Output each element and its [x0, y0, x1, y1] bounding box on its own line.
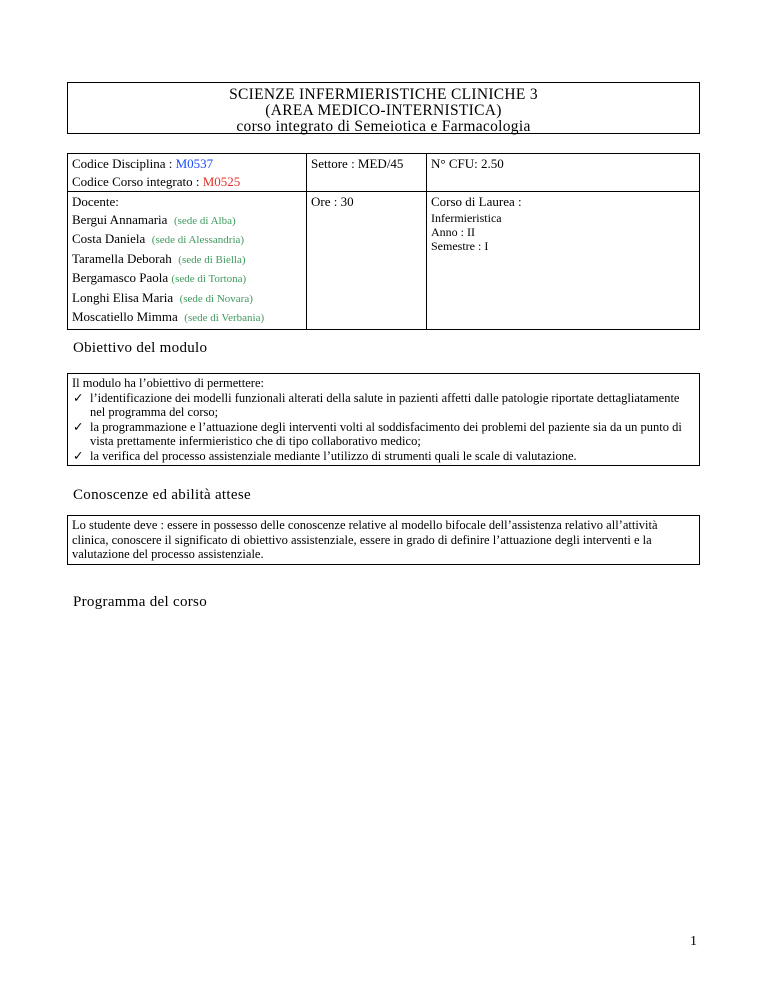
- docente-name: Bergamasco Paola: [72, 270, 169, 285]
- list-item-text: la verifica del processo assistenziale mediante l’utilizzo di strumenti quali le scale di valutazione.: [90, 448, 577, 463]
- docente-sede: (sede di Biella): [178, 253, 246, 266]
- conoscenze-box: [67, 515, 700, 565]
- corso-laurea-value: Infermieristica: [431, 210, 502, 225]
- docente-name: Bergui Annamaria: [72, 211, 168, 227]
- checkmark-icon: ✓: [73, 390, 84, 405]
- docente-sede: (sede di Alba): [173, 214, 236, 227]
- document-title-box: [67, 82, 700, 134]
- conoscenze-heading: Conoscenze ed abilità attese: [73, 487, 251, 503]
- list-item: [72, 420, 695, 449]
- semestre-text: Semestre : I: [431, 238, 489, 253]
- corso-laurea-label: Corso di Laurea :: [431, 194, 522, 209]
- docente-item: [72, 269, 302, 289]
- ore-cell: [307, 192, 427, 330]
- docente-name: Longhi Elisa Maria: [72, 289, 174, 305]
- list-item: [72, 449, 695, 464]
- docente-item: [72, 230, 302, 250]
- list-item-text: la programmazione e l’attuazione degli interventi volti al soddisfacimento dei problemi del paziente sia da un punto di vista prettamente infermieristico che di tipo collaborativo medico;: [90, 419, 682, 448]
- docente-name: Moscatiello Mimma: [72, 309, 178, 324]
- codes-cell: [68, 154, 307, 192]
- cfu-cell: [427, 154, 700, 192]
- codice-disciplina-value: M0537: [175, 156, 214, 171]
- codice-corso-value: M0525: [202, 173, 241, 189]
- obiettivo-heading: Obiettivo del modulo: [73, 340, 208, 356]
- checkmark-icon: ✓: [73, 419, 84, 434]
- docenti-cell: [68, 192, 307, 330]
- docente-sede: (sede di Alessandria): [151, 234, 245, 246]
- settore-cell: [307, 154, 427, 192]
- docente-name: Taramella Deborah: [72, 250, 172, 266]
- docente-name: Costa Daniela: [72, 231, 146, 246]
- docente-label: Docente:: [72, 194, 119, 209]
- corso-laurea-cell: [427, 192, 700, 330]
- title-line-1: SCIENZE INFERMIERISTICHE CLINICHE 3: [229, 86, 538, 103]
- list-item-text: l’identificazione dei modelli funzionali alterati della salute in pazienti affetti dalle patologie riportate dettagliatamente nel programma del corso;: [90, 390, 680, 419]
- docente-sede: (sede di Novara): [179, 292, 253, 305]
- title-line-3: corso integrato di Semeiotica e Farmacologia: [236, 118, 531, 135]
- anno-text: Anno : II: [431, 224, 475, 239]
- obiettivo-box: [67, 373, 700, 466]
- docente-item: [72, 211, 302, 231]
- codice-disciplina-label: Codice Disciplina :: [72, 156, 176, 171]
- docente-item: [72, 250, 302, 270]
- page-number: 1: [690, 934, 697, 949]
- obiettivo-intro: Il modulo ha l’obiettivo di permettere:: [72, 376, 264, 390]
- course-info-table: [67, 153, 700, 330]
- checkmark-icon: ✓: [73, 448, 84, 463]
- cfu-text: N° CFU: 2.50: [431, 156, 504, 171]
- docente-item: [72, 289, 302, 309]
- list-item: [72, 391, 695, 420]
- ore-text: Ore : 30: [311, 194, 354, 209]
- docente-item: [72, 308, 302, 328]
- title-line-2: (AREA MEDICO-INTERNISTICA): [265, 102, 502, 119]
- codice-corso-label: Codice Corso integrato :: [72, 173, 203, 189]
- programma-heading: Programma del corso: [73, 594, 207, 610]
- docente-sede: (sede di Tortona): [171, 273, 247, 285]
- obiettivo-list: [72, 391, 695, 464]
- settore-text: Settore : MED/45: [311, 156, 404, 171]
- conoscenze-text: Lo studente deve : essere in possesso delle conoscenze relative al modello bifocale dell’assistenza relativo all’attività clinica, conoscere il significato di obiettivo assistenziale, essere in grado di definire l’attuazione degli interventi e la valutazione del processo assistenziale.: [72, 518, 658, 561]
- docente-sede: (sede di Verbania): [184, 312, 265, 324]
